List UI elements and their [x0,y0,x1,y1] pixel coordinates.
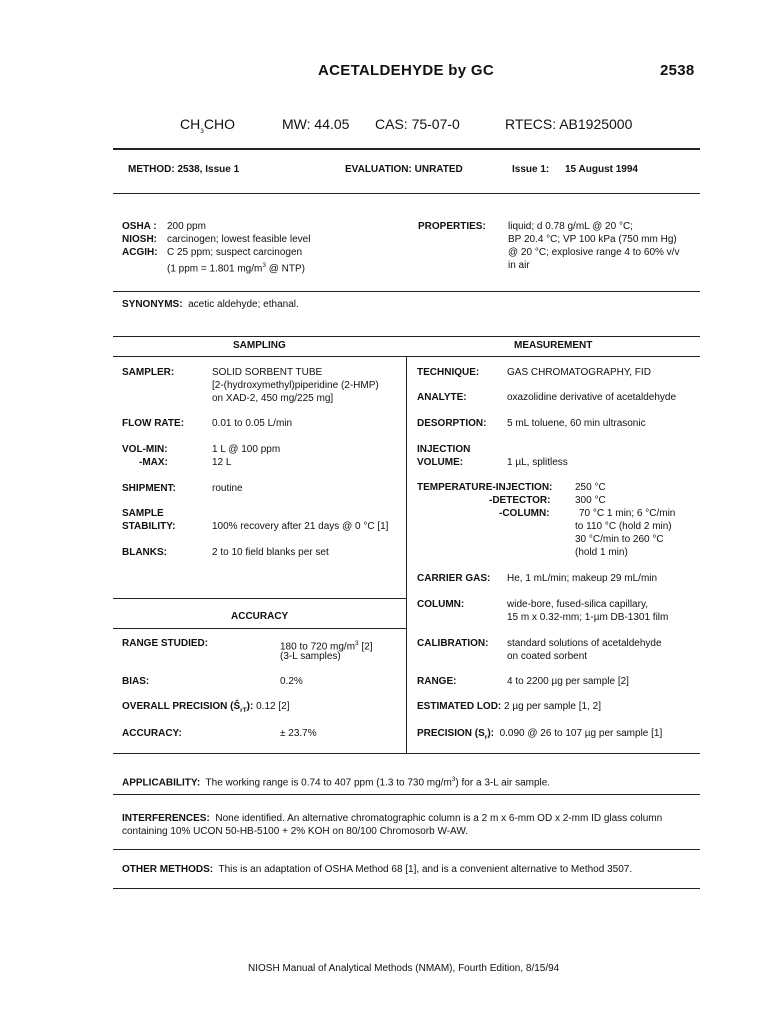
divider [113,598,406,599]
footer: NIOSH Manual of Analytical Methods (NMAM), Fourth Edition, 8/15/94 [248,963,560,974]
evaluation: EVALUATION: UNRATED [345,164,463,175]
other-methods: OTHER METHODS: This is an adaptation of OSHA Method 68 [1], and is a convenient alternative to Method 3507. [122,864,633,875]
stability-label: STABILITY: [122,521,176,532]
interferences-line2: containing 10% UCON 50-HB-5100 + 2% KOH on 80/100 Chromosorb W-AW. [122,826,468,837]
temp-column-value: to 110 °C (hold 2 min) [575,521,672,532]
osha-value: 200 ppm [167,221,206,232]
analyte-label: ANALYTE: [417,392,467,403]
injection-label: VOLUME: [417,457,464,468]
carrier-gas-label: CARRIER GAS: [417,573,491,584]
carrier-gas-value: He, 1 mL/min; makeup 29 mL/min [507,573,658,584]
detector-label: -DETECTOR: [489,495,551,506]
injection-label: INJECTION [417,444,471,455]
flow-rate-value: 0.01 to 0.05 L/min [212,418,293,429]
interferences: INTERFERENCES: None identified. An alternative chromatographic column is a 2 m x 6-mm OD x 2-mm ID glass column [122,813,663,824]
method-number: 2538 [660,62,695,79]
flow-rate-label: FLOW RATE: [122,418,185,429]
range-studied-samples: (3-L samples) [280,651,341,662]
technique-label: TECHNIQUE: [417,367,480,378]
sampling-heading: SAMPLING [233,340,286,351]
shipment-label: SHIPMENT: [122,483,176,494]
page-title: ACETALDEHYDE by GC [318,62,494,79]
molecular-weight: MW: 44.05 [282,116,350,132]
column-temp-label: -COLUMN: [499,508,550,519]
temp-column-value: 30 °C/min to 260 °C [575,534,664,545]
overall-precision: OVERALL PRECISION $(Ŝ_{rT})$: 0.12 [2] [122,701,290,714]
issue-label: Issue 1: [512,164,550,175]
analyte-value: oxazolidine derivative of acetaldehyde [507,392,676,403]
shipment-value: routine [212,483,243,494]
divider [113,753,700,754]
divider [113,291,700,292]
properties-line: BP 20.4 °C; VP 100 kPa (750 mm Hg) [508,234,677,245]
chemical-formula: $CH_3CHO$ [180,116,235,135]
sampler-label: SAMPLER: [122,367,175,378]
osha-label: OSHA : [122,221,157,232]
calibration-label: CALIBRATION: [417,638,489,649]
niosh-label: NIOSH: [122,234,157,245]
acgih-value: C 25 ppm; suspect carcinogen [167,247,303,258]
accuracy-heading: ACCURACY [231,611,289,622]
synonyms: SYNONYMS: acetic aldehyde; ethanal. [122,299,299,310]
column-value: 15 m x 0.32-mm; 1-µm DB-1301 film [507,612,669,623]
issue-date: 15 August 1994 [565,164,638,175]
range-studied-value: 180 to 720 $mg/m^3$ [2] [280,640,373,653]
divider [113,794,700,795]
column-value: wide-bore, fused-silica capillary, [507,599,648,610]
accuracy-label: ACCURACY: [122,728,182,739]
properties-line: @ 20 °C; explosive range 4 to 60% v/v [508,247,680,258]
column-divider [406,356,407,753]
properties-line: in air [508,260,530,271]
vol-max-label: -MAX: [139,457,168,468]
divider [113,336,700,337]
temp-injection-value: 250 °C [575,482,606,493]
vol-min-label: VOL-MIN: [122,444,168,455]
temp-column-value: (hold 1 min) [575,547,628,558]
bias-value: 0.2% [280,676,303,687]
bias-label: BIAS: [122,676,150,687]
vol-max-value: 12 L [212,457,232,468]
divider [113,849,700,850]
method-issue: METHOD: 2538, Issue 1 [128,164,240,175]
calibration-value: standard solutions of acetaldehyde [507,638,662,649]
divider [113,628,406,629]
range-label: RANGE: [417,676,457,687]
temp-detector-value: 300 °C [575,495,606,506]
cas-number: CAS: 75-07-0 [375,116,460,132]
technique-value: GAS CHROMATOGRAPHY, FID [507,367,651,378]
properties-line: liquid; d 0.78 g/mL @ 20 °C; [508,221,633,232]
desorption-label: DESORPTION: [417,418,487,429]
divider [113,888,700,889]
acgih-label: ACGIH: [122,247,158,258]
properties-label: PROPERTIES: [418,221,486,232]
temperature-label: TEMPERATURE-INJECTION: [417,482,553,493]
divider [113,193,700,194]
desorption-value: 5 mL toluene, 60 min ultrasonic [507,418,646,429]
temp-column-value: 70 °C 1 min; 6 °C/min [579,508,676,519]
blanks-label: BLANKS: [122,547,167,558]
divider [113,148,700,150]
sampler-value: SOLID SORBENT TUBE [212,367,323,378]
rtecs-number: RTECS: AB1925000 [505,116,633,132]
calibration-value: on coated sorbent [507,651,588,662]
blanks-value: 2 to 10 field blanks per set [212,547,329,558]
accuracy-value: ± 23.7% [280,728,317,739]
measurement-heading: MEASUREMENT [514,340,593,351]
injection-value: 1 µL, splitless [507,457,568,468]
conversion-factor: (1 ppm = 1.801 $mg/m^3$ @ NTP) [167,262,305,275]
applicability: APPLICABILITY: The working range is 0.74 to 407 ppm (1.3 to 730 $mg/m^3$) for a 3-L air sample. [122,776,551,789]
measurement-precision: PRECISION $(S_r)$: 0.090 @ 26 to 107 µg per sample [1] [417,728,663,741]
column-label: COLUMN: [417,599,465,610]
sampler-value: [2-(hydroxymethyl)piperidine (2-HMP) [212,380,379,391]
sampler-value: on XAD-2, 450 mg/225 mg] [212,393,334,404]
range-value: 4 to 2200 µg per sample [2] [507,676,629,687]
stability-label: SAMPLE [122,508,164,519]
estimated-lod: ESTIMATED LOD: 2 µg per sample [1, 2] [417,701,601,712]
niosh-value: carcinogen; lowest feasible level [167,234,311,245]
range-studied-label: RANGE STUDIED: [122,638,209,649]
stability-value: 100% recovery after 21 days @ 0 °C [1] [212,521,389,532]
vol-min-value: 1 L @ 100 ppm [212,444,281,455]
